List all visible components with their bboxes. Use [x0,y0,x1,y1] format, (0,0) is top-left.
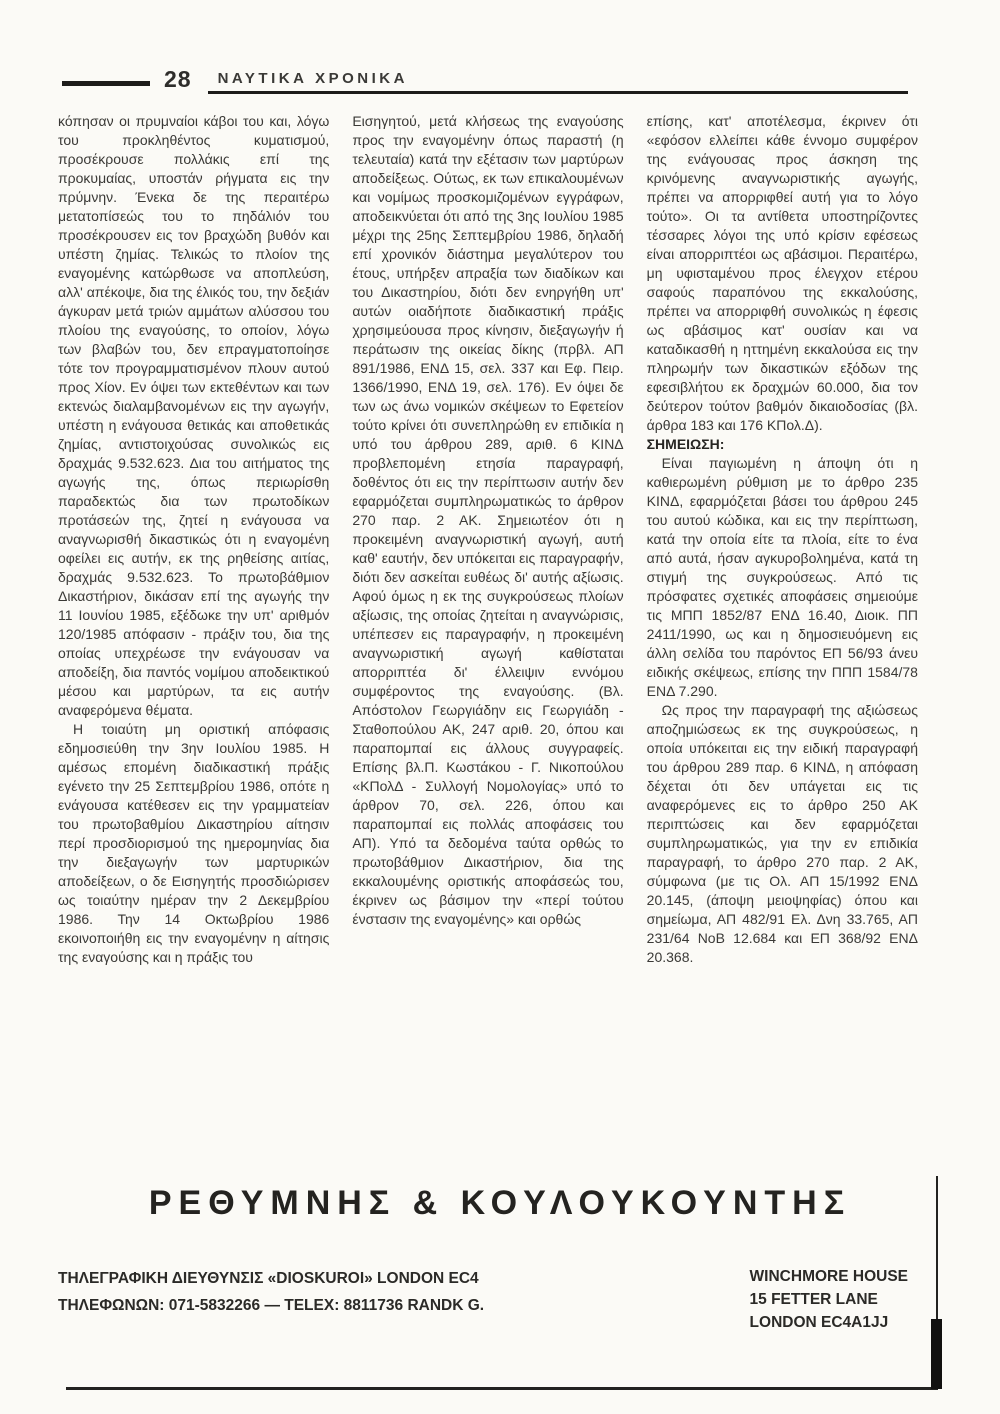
paragraph: Η τοιαύτη μη οριστική απόφασις εδημοσιεύθη την 3ην Ιουλίου 1985. Η αμέσως επομένη διαδικαστική πράξις εγένετο την 25 Σεπτεμβρίου 1986, οπότε η ενάγουσα κατέθεσεν εις την γραμματείαν του πρωτοβαθμίου Δικαστηρίου αίτησιν περί προσδιορισμού της ημερομηνίας δια την διεξαγωγήν των μαρτυρικών αποδείξεων, ο δε Εισηγητής προσδιώρισεν ως τοιαύτην ημέραν την 2 Δεκεμβρίου 1986. Την 14 Οκτωβρίου 1986 εκοινοποιήθη εις την εναγομένην η αίτησις της εναγούσης και η πράξις του [58,721,330,965]
advert-contact-right [750,1265,908,1334]
paragraph: Ως προς την παραγραφή της αξιώσεως αποζημιώσεως εκ της συγκρούσεως, η οποία υπόκειται εις την ειδική παραγραφή του άρθρου 289 παρ. 6 ΚΙΝΔ, η απόφαση δέχεται ότι δεν υπάγεται εις τις αναφερόμενες εις το άρθρο 250 ΑΚ περιπτώσεις και δεν εφαρμόζεται συμπληρωματικώς, για την εν επιδικία παραγραφή, το άρθρο 270 παρ. 2 ΑΚ, σύμφωνα (με τις Ολ. ΑΠ 15/1992 ΕΝΔ 20.145, (άποψη μειοψηφίας) όπου και σημείωμα, ΑΠ 482/91 Ελ. Δνη 33.765, ΑΠ 231/64 ΝοΒ 12.684 και ΕΠ 368/92 ΕΝΔ 20.368. [646,702,918,965]
paragraph: Εισηγητού, μετά κλήσεως της εναγούσης προς την εναγομένην όπως παραστή (η τελευταία) κατά την εξέτασιν των μαρτύρων αποδείξεως. Ούτως, εκ των επικαλουμένων και νομίμως προσκομιζομένων εγγράφων, αποδεικνύεται ότι από της 3ης Ιουλίου 1985 μέχρι της 25ης Σεπτεμβρίου 1986, δηλαδή επί χρονικόν διάστημα μεγαλύτερον του έτους, υπήρξεν απραξία των διαδίκων και του Δικαστηρίου, διότι δεν ενηργήθη υπ' αυτών οιαδήποτε διαδικαστική πράξις χρησιμεύουσα προς κίνησιν, διεξαγωγήν ή περάτωσιν της οικείας δίκης (πρβλ. ΑΠ 891/1986, ΕΝΔ 15, σελ. 337 και Εφ. Πειρ. 1366/1990, ΕΝΔ 19, σελ. 176). Εν όψει δε των ως άνω νομικών σκέψεων το Εφετείον τούτο κρίνει ότι συνεπληρώθη εν επιδικία η υπό του άρθρου 289, αριθ. 6 ΚΙΝΔ προβλεπομένη ετησία παραγραφή, δοθέντος ότι εις την περίπτωσιν αυτήν δεν εφαρμόζεται συμπληρωματικώς το άρθρον 270 παρ. 2 ΑΚ. Σημειωτέον ότι η προκειμένη αναγνωριστική αγωγή, αυτή καθ' εαυτήν, δεν υπόκειται εις παραγραφήν, διότι δεν ασκείται ευθέως δι' αυτής αξίωσις. Αφού όμως η εκ της συγκρούσεως πλοίων αξίωσις, της οποίας ζητείται η αναγνώρισις, υπέπεσεν εις παραγραφήν, η προκειμένη αναγνωριστική αγωγή καθίσταται απορριπτέα δι' έλλειψιν εννόμου συμφέροντος της εναγούσης. (Βλ. Απόστολον Γεωργιάδην εις Γεωργιάδη - Σταθοπούλου ΑΚ, 247 αριθ. 20, όπου και παραπομπαί εις άλλους συγγραφείς. Επίσης βλ.Π. Κωστάκου - Γ. Νικοπούλου «ΚΠολΔ - Συλλογή Νομολογίας» υπό το άρθρον 70, σελ. 226, όπου και παραπομπαί εις πολλάς αποφάσεις του ΑΠ). Υπό τα δεδομένα ταύτα ορθώς το πρωτοβάθμιον Δικαστήριον, δια της εκκαλουμένης οριστικής αποφάσεώς του, έκρινεν ως βάσιμον την «περί τούτου ένστασιν της εναγομένης» και ορθώς [352,113,624,927]
article-column-3 [647,112,918,1158]
article-column-1 [58,112,329,1158]
advert-telegraph-line: ΤΗΛΕΓΡΑΦΙΚΗ ΔΙΕΥΘΥΝΣΙΣ «DIOSKUROI» LONDON EC4 [58,1270,479,1287]
page-title: ΝΑΥΤΙΚΑ ΧΡΟΝΙΚΑ [217,70,408,87]
header-left-rule [62,81,150,86]
header-rule [208,70,908,94]
page-header [62,62,908,94]
note-heading: ΣΗΜΕΙΩΣΗ: [646,436,725,452]
advert-address-line: LONDON EC4A1JJ [749,1314,889,1331]
bottom-rule [66,1387,938,1390]
article-body [58,112,918,1158]
page-number: 28 [164,66,192,92]
paragraph: Είναι παγιωμένη η άποψη ότι η καθιερωμένη ρύθμιση με το άρθρο 235 ΚΙΝΔ, εφαρμόζεται βάσει του άρθρου 245 του αυτού κώδικα, και εις την περίπτωση, κατά την οποία είτε τα πλοία, είτε το ένα από αυτά, ήσαν αγκυροβολημένα, κατά τη στιγμή της συγκρούσεως. Από τις πρόσφατες σχετικές αποφάσεις σημειούμε τις ΜΠΠ 1852/87 ΕΝΔ 16.40, Διοικ. ΠΠ 2411/1990, ως και η δημοσιευόμενη εις άλλη σελίδα του παρόντος ΕΠ 56/93 άνευ ειδικής σκέψεως, επίσης την ΠΠΠ 1584/78 ΕΝΔ 7.290. [646,455,918,699]
advertisement [0,1184,1000,1334]
paragraph: επίσης, κατ' αποτέλεσμα, έκρινεν ότι «εφόσον ελλείπει κάθε έννομο συμφέρον της ενάγουσας προς άσκηση της κρινόμενης αναγνωριστικής αγωγής, πρέπει να απορριφθεί αυτή για το λόγο τούτο». Οι τα αντίθετα υποστηρίζοντες τέσσαρες λόγοι της υπό κρίσιν εφέσεως είναι απορριπτέοι ως αβάσιμοι. Περαιτέρω, μη υφισταμένου προς έλεγχον ετέρου σαφούς παραπόνου της εκκαλούσης, πρέπει να απορριφθή συνολικώς η έφεσις ως αβάσιμος κατ' ουσίαν και να καταδικασθή η ηττημένη εκκαλούσα εις την πληρωμήν των δικαστικών εξόδων της εφεσιβλήτου εκ δραχμών 60.000, δια τον δεύτερον τούτον βαθμόν δικαιοδοσίας (βλ. άρθρα 183 και 176 ΚΠολ.Δ). [646,113,918,433]
advert-phone-line: ΤΗΛΕΦΩΝΩΝ: 071-5832266 — TELEX: 8811736 RANDK G. [58,1297,485,1314]
article-column-2 [352,112,623,1158]
advert-address-line: WINCHMORE HOUSE [749,1268,908,1285]
advert-address-line: 15 FETTER LANE [749,1291,878,1308]
corner-black-bar [931,1319,942,1389]
advert-contact-left [58,1265,484,1319]
advert-contact-info [58,1265,908,1334]
advert-company-name: ΡΕΘΥΜΝΗΣ & ΚΟΥΛΟΥΚΟΥΝΤΗΣ [148,1184,852,1222]
paragraph: κόπησαν οι πρυμναίοι κάβοι του και, λόγω του προκληθέντος κυματισμού, προσέκρουσε πολλάκις επί της προκυμαίας, υποστάν ρήγματα εις την πρύμνην. Ένεκα δε της περαιτέρω μετατοπίσεώς του το πηδάλιόν του προσέκρουσεν εις τον βραχώδη βυθόν και υπέστη ζημίας. Τελικώς το πλοίον της εναγομένης κατώρθωσε να αποπλεύση, αλλ' απέκοψε, δια της έλικός του, την δεξιάν άγκυραν μετά τριών αμμάτων αλύσσου του πλοίου της εναγούσης, το οποίον, λόγω των βλαβών του, δεν επραγματοποίησε τότε τον προγραμματισμένον πλουν αυτού προς Χίον. Εν όψει των εκτεθέντων και των εκτενώς διαλαμβανομένων εις την αγωγήν, υπέστη η ενάγουσα θετικάς και αποθετικάς ζημίας, αντιστοιχούσας συνολικώς εις δραχμάς 9.532.623. Δια του αιτήματος της αγωγής της, όπως περιωρίσθη παραδεκτώς δια των πρωτοδίκων προτάσεών της, ζητεί η ενάγουσα να αναγνωρισθή δικαστικώς ότι η εναγομένη οφείλει εις αυτήν, εκ της ρηθείσης αιτίας, δραχμάς 9.532.623. Το πρωτοβάθμιον Δικαστήριον, δικάσαν επί της αγωγής την 11 Ιουνίου 1985, εξέδωκε την υπ' αριθμόν 120/1985 απόφασιν - πράξιν του, δια της οποίας υπεχρέωσε την ενάγουσαν να αποδείξη, δια παντός νομίμου αποδεικτικού μέσου και μαρτύρων, τα εις αυτήν αναφερόμενα θέματα. [58,113,330,718]
